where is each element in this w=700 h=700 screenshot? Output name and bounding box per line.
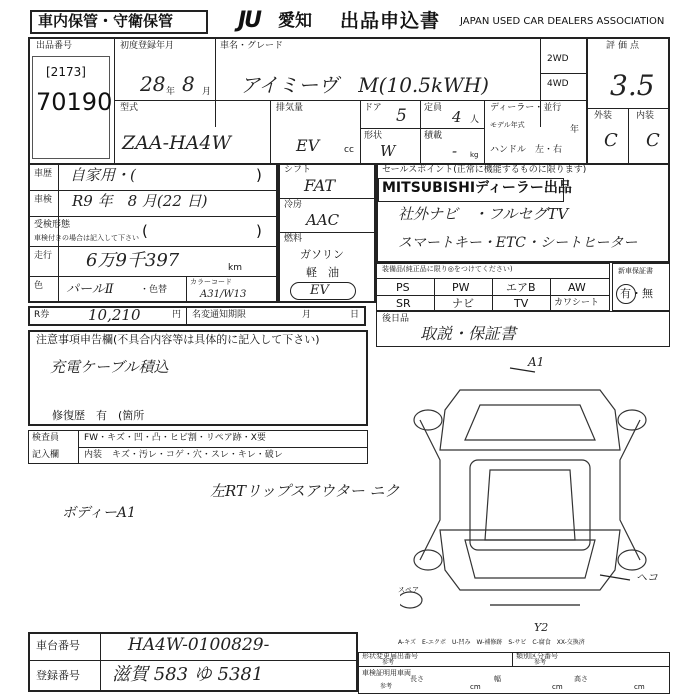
drive-2wd: 2WD [547,54,569,64]
ref-3: 参考 [380,683,393,690]
equip-pw: PW [452,281,470,294]
recycle-label: R券 [34,310,50,320]
mileage-label: 走行 [34,251,53,261]
warranty-options: 有・無 [620,287,653,300]
inspector-label: 検査員 [32,433,60,443]
registration-label: 初度登録年月 [120,41,175,51]
shift-label: シフト [284,165,312,175]
color-code-label: カラーコード [190,278,232,286]
exterior-grade: C [604,130,618,151]
equip-sr: SR [396,297,411,310]
inspector-entry-label: 記入欄 [32,450,60,460]
selling-point-line1: 社外ナビ ・フルセグTV [398,205,569,223]
inspector-note-1: 左RTリップスアウター ニク [210,482,400,500]
doors-value: 5 [396,106,407,126]
selling-points-label: セールスポイント(正常に機能するものに限ります) [382,165,587,175]
spare-label: スペア [398,586,419,594]
form-title: 出品申込書 [340,10,441,32]
receipt-close: ) [256,222,262,240]
type-label: 型式 [120,103,139,113]
model-year-label: モデル年式 [490,121,525,129]
exterior-grade-label: 外装 [594,111,613,121]
warranty-label: 新車保証書 [618,267,653,275]
model-label: 車名・グレード [220,41,284,51]
interior-codes: キズ・汚レ・コゲ・穴・スレ・キレ・破レ [112,450,283,460]
exterior-codes: FW・キズ・凹・凸・ヒビ割・リペア跡・X要 [84,433,266,443]
registration-year: 28 [140,72,166,96]
width-unit: cm [552,683,563,691]
chassis-value: HA4W-0100829- [128,635,270,655]
registration-month-unit: 月 [202,87,212,97]
class-change-label: 類別区分番号 [516,652,558,660]
assoc-name: 愛知 [278,11,312,31]
chassis-label: 車台番号 [36,639,80,652]
drive-4wd: 4WD [547,79,569,89]
load-unit: kg [470,151,479,159]
fuel-diesel: 軽 油 [306,266,339,279]
color-label: 色 [34,281,44,291]
diagram-mark-bottom: Y2 [534,621,549,634]
displacement-value: EV [296,136,320,155]
color-value: パールⅡ [66,282,114,297]
length-unit: cm [470,683,481,691]
ju-logo: JU [238,8,261,33]
nameplate-month: 月 [302,310,312,320]
documents-label: 後日品 [382,314,410,324]
warranty-circle [616,284,636,304]
diagram-legend: A-キズ E-エクボ U-凹み W-補修跡 S-サビ C-腐食 XX-交換済 [398,639,585,646]
equip-navi: ナビ [452,297,474,310]
inspection-value: R9 年 8 月(22 日) [72,192,208,210]
equip-tv: TV [514,297,529,310]
color-code-value: A31/W13 [200,289,247,300]
equip-ps: PS [396,281,410,294]
displacement-unit: cc [344,145,354,155]
shape-label: 形状 [364,131,383,141]
aircon-label: 冷房 [284,200,303,210]
cert-label: 車検証明用車両 [362,669,411,677]
capacity-label: 定員 [424,103,443,113]
mileage-unit: km [228,263,242,273]
history-close: ) [256,166,262,184]
doors-label: ドア [364,103,382,113]
receipt-note: 車検付きの場合は記入して下さい [34,234,139,242]
inspector-note-2: ボディーA1 [62,505,136,521]
recycle-value: 10,210 [88,306,141,324]
history-label: 車歴 [34,169,53,179]
height-label: 高さ [574,675,588,683]
load-value: - [452,142,458,160]
dealer-banner: MITSUBISHIディーラー出品 [382,180,572,196]
equip-power-seat: カワシート [554,298,600,308]
plate-label: 登録番号 [36,669,80,682]
equip-airbag: エアB [506,281,536,294]
rating-score: 3.5 [610,69,655,102]
inspection-label: 車検 [34,195,53,205]
lot-label: 出品番号 [36,41,73,51]
storage-label: 車内保管・守衛保管 [38,12,174,30]
registration-year-unit: 年 [166,87,176,97]
aircon-value: AAC [306,211,340,229]
load-label: 積載 [424,131,443,141]
interior-grade-label: 内装 [636,111,655,121]
handle-label: ハンドル 左・右 [490,145,563,155]
height-unit: cm [634,683,645,691]
diagram-mark-right: ヘコ [636,571,658,584]
equip-aw: AW [568,281,586,294]
lot-number: 70190 [36,88,113,116]
dealer-label: ディーラー・並行 [490,103,562,113]
width-label: 幅 [494,675,501,683]
length-label: 長さ [410,675,424,683]
notes-line1: 充電ケーブル積込 [50,358,169,376]
interior-grade: C [646,130,660,151]
capacity-value: 4 [452,108,462,126]
shift-value: FAT [304,176,336,195]
model-value: アイミーヴ M(10.5kWH) [240,73,489,97]
history-value: 自家用・( [70,166,136,184]
nameplate-day: 日 [350,310,360,320]
displacement-label: 排気量 [276,103,304,113]
ref-2: 参考 [534,659,547,666]
recycle-unit: 円 [172,310,182,320]
notes-label: 注意事項申告欄(不具合内容等は具体的に記入して下さい) [36,333,320,346]
repair-history-label: 修復歴 有 (箇所 [52,409,145,422]
diagram-mark-top: A1 [528,355,545,369]
documents-value: 取説・保証書 [420,324,517,343]
car-diagram [400,350,660,630]
english-title: JAPAN USED CAR DEALERS ASSOCIATION [460,16,665,27]
equipment-label: 装備品(純正品に限り◎をつけてください) [382,265,513,273]
rating-label: 評価点 [606,41,643,51]
shape-value: W [380,142,396,160]
interior-tag: 内装 [84,450,103,460]
fuel-gasoline: ガソリン [300,248,344,261]
plate-value: 滋賀 583 ゆ 5381 [112,664,264,685]
type-value: ZAA-HA4W [122,132,231,154]
ref-1: 参考 [382,659,395,666]
fuel-selected: EV [310,283,329,298]
model-year-unit: 年 [570,125,580,135]
mileage-value: 6万9千397 [86,250,180,271]
receipt-label: 受検形態 [34,220,71,230]
registration-month: 8 [182,72,195,96]
lot-sub-number: [2173] [46,65,86,79]
shape-change-label: 形状変更届出番号 [362,652,418,660]
nameplate-label: 名変通知期限 [192,310,247,320]
capacity-unit: 人 [470,115,480,125]
selling-point-line2: スマートキー・ETC・シートヒーター [398,235,638,251]
color-change-label: ・色替 [140,285,168,295]
receipt-open: ( [142,222,148,240]
fuel-label: 燃料 [284,234,303,244]
